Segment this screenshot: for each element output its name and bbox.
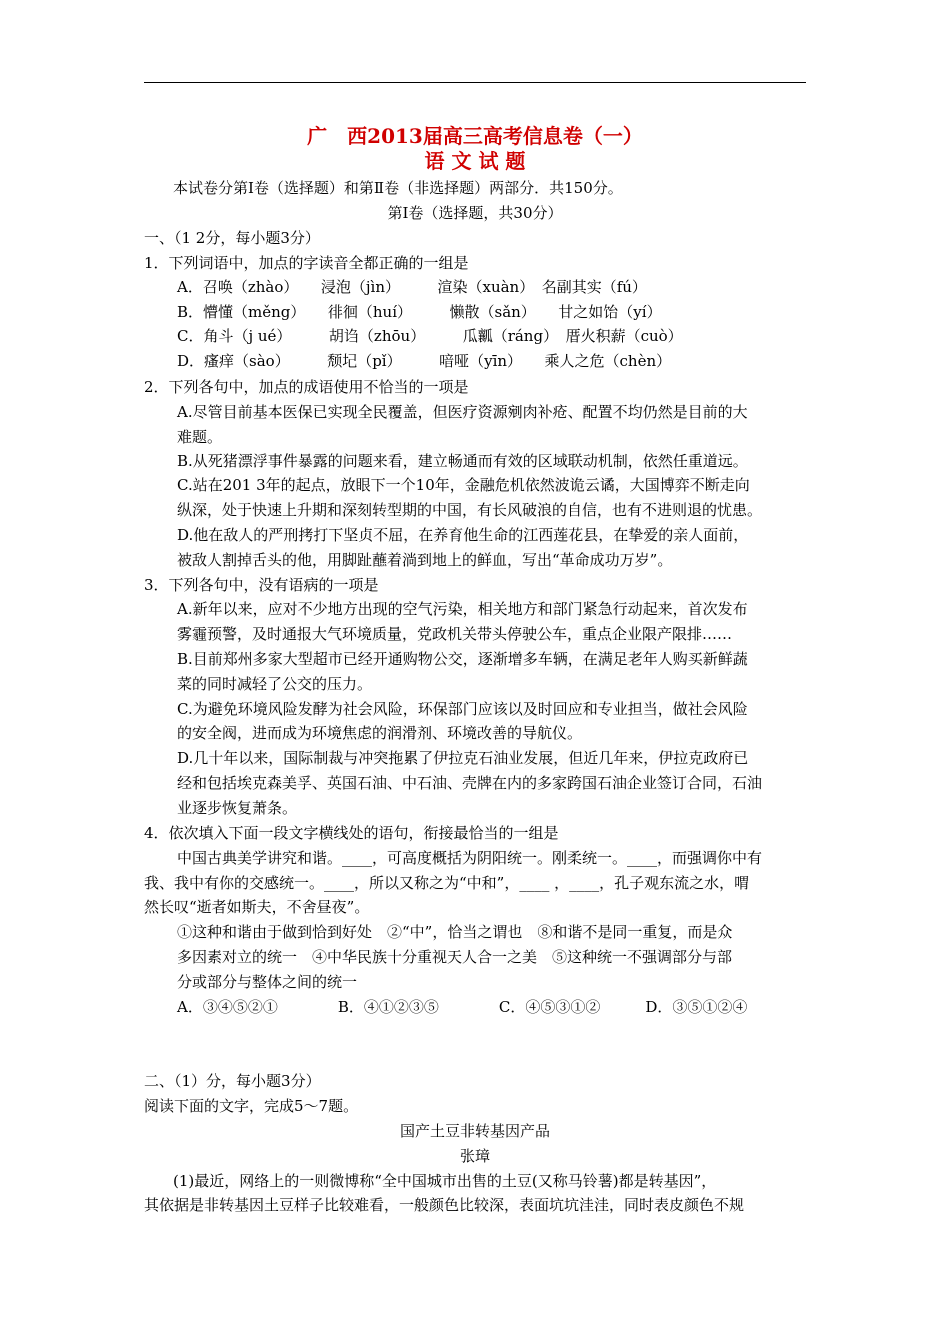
section-2-heading: 二、（1）分，每小题3分） (144, 1072, 321, 1090)
q2-stem: 2．下列各句中，加点的成语使用不恰当的一项是 (144, 378, 469, 396)
q2-option-d-line1: D.他在敌人的严刑拷打下坚贞不屈，在养育他生命的江西莲花县，在挚爱的亲人面前， (177, 526, 749, 544)
q1-option-a: A．召唤（zhào） 浸泡（jìn） 渲染（xuàn） 名副其实（fú） (177, 278, 647, 296)
q2-option-a-line2: 难题。 (177, 428, 223, 446)
q3-option-b-line1: B.目前郑州多家大型超市已经开通购物公交，逐渐增多车辆，在满足老年人购买新鲜蔬 (177, 650, 748, 668)
q3-option-d-line2: 经和包括埃克森美孚、英国石油、中石油、壳牌在内的多家跨国石油企业签订合同，石油 (177, 774, 763, 792)
article-paragraph-line1: (1)最近，网络上的一则微博称“全中国城市出售的土豆(又称马铃薯)都是转基因”， (173, 1172, 717, 1190)
article-paragraph-line2: 其依据是非转基因土豆样子比较难看，一般颜色比较深，表面坑坑洼洼，同时表皮颜色不规 (144, 1196, 745, 1214)
q4-sentences-line1: ①这种和谐由于做到恰到好处 ②“中”，恰当之谓也 ⑧和谐不是同一重复，而是众 (177, 923, 733, 941)
q3-option-d-line1: D.几十年以来，国际制裁与冲突拖累了伊拉克石油业发展，但近几年来，伊拉克政府已 (177, 749, 749, 767)
q3-option-c-line2: 的安全阀，进而成为环境焦虑的润滑剂、环境改善的导航仪。 (177, 724, 583, 742)
article-author: 张璋 (459, 1147, 490, 1165)
q4-passage-line2: 我、我中有你的交感统一。____，所以又称之为“中和”，____ ，____，孔子观东流之水，喟 (144, 874, 750, 892)
q4-answer-choices: A．③④⑤②① B．④①②③⑤ C．④⑤③①② D．③⑤①②④ (177, 998, 748, 1016)
q2-option-b: B.从死猪漂浮事件暴露的问题来看，建立畅通而有效的区域联动机制，依然任重道远。 (177, 452, 748, 470)
q3-option-b-line2: 菜的同时减轻了公交的压力。 (177, 675, 373, 693)
q2-option-c-line2: 纵深，处于快速上升期和深刻转型期的中国，有长风破浪的自信，也有不进则退的忧患。 (177, 501, 763, 519)
article-title: 国产土豆非转基因产品 (399, 1122, 550, 1140)
q4-passage-line1: 中国古典美学讲究和谐。____，可高度概括为阴阳统一。刚柔统一。____，而强调你中有 (177, 849, 763, 867)
section-1-heading: 一、（1 2分，每小题3分） (144, 229, 320, 247)
q4-sentences-line3: 分或部分与整体之间的统一 (177, 973, 358, 991)
q4-sentences-line2: 多因素对立的统一 ④中华民族十分重视天人合一之美 ⑤这种统一不强调部分与部 (177, 948, 733, 966)
header-rule (144, 82, 806, 83)
q2-option-c-line1: C.站在201 3年的起点，放眼下一个10年，金融危机依然波诡云谲，大国博弈不断走向 (177, 476, 750, 494)
q3-option-a-line1: A.新年以来，应对不少地方出现的空气污染，相关地方和部门紧急行动起来，首次发布 (177, 600, 748, 618)
q1-stem: 1．下列词语中，加点的字读音全都正确的一组是 (144, 254, 469, 272)
q1-option-b: B．懵懂（měng） 徘徊（huí） 懒散（sǎn） 甘之如饴（yí） (177, 303, 662, 321)
q4-stem: 4．依次填入下面一段文字横线处的语句，衔接最恰当的一组是 (144, 824, 559, 842)
q4-passage-line3: 然长叹“逝者如斯夫，不舍昼夜”。 (144, 898, 370, 916)
q2-option-a-line1: A.尽管目前基本医保已实现全民覆盖，但医疗资源剜肉补疮、配置不均仍然是目前的大 (177, 403, 748, 421)
q3-stem: 3．下列各句中，没有语病的一项是 (144, 576, 379, 594)
q3-option-a-line2: 雾霾预警，及时通报大气环境质量，党政机关带头停驶公车，重点企业限产限排…… (177, 625, 733, 643)
exam-title: 广 西2013届高三高考信息卷（一） (307, 124, 643, 148)
q1-option-d: D．瘙痒（sào） 颓圮（pǐ） 喑哑（yīn） 乘人之危（chèn） (177, 352, 672, 370)
q1-option-c: C．角斗（j ué） 胡诌（zhōu） 瓜瓤（ráng） 厝火积薪（cuò） (177, 327, 683, 345)
q3-option-d-line3: 业逐步恢复萧条。 (177, 799, 298, 817)
reading-instruction: 阅读下面的文字，完成5～7题。 (144, 1097, 359, 1115)
q2-option-d-line2: 被敌人割掉舌头的他，用脚趾蘸着淌到地上的鲜血，写出“革命成功万岁”。 (177, 551, 673, 569)
q3-option-c-line1: C.为避免环境风险发酵为社会风险，环保部门应该以及时回应和专业担当，做社会风险 (177, 700, 748, 718)
exam-intro: 本试卷分第Ⅰ卷（选择题）和第Ⅱ卷（非选择题）两部分．共150分。 (173, 179, 623, 197)
part1-heading: 第Ⅰ卷（选择题，共30分） (387, 204, 563, 222)
exam-subtitle: 语 文 试 题 (424, 149, 526, 173)
